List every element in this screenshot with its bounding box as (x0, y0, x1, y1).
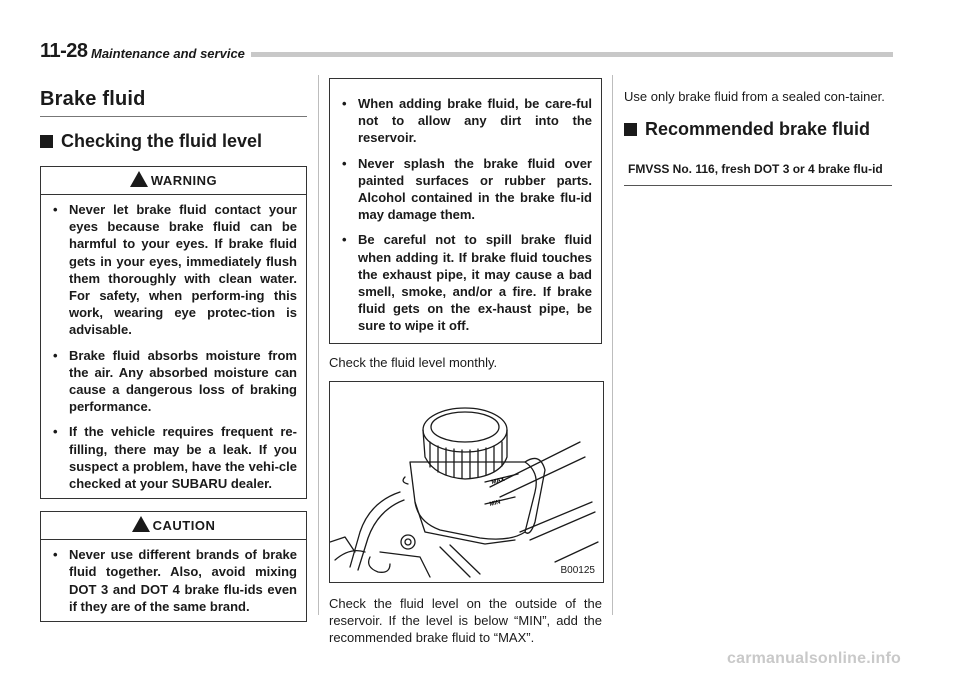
check-outside-text: Check the fluid level on the outside of the reservoir. If the level is below “MIN”, add the recommended brake fluid to “MAX”. (329, 595, 602, 646)
subheading-recommended (624, 119, 892, 140)
square-bullet-icon (40, 135, 53, 148)
warning-list (41, 195, 306, 498)
caution-title: CAUTION (152, 518, 216, 534)
brake-reservoir-illustration (330, 382, 603, 582)
warning-box (40, 166, 307, 499)
list-item: • If the vehicle requires frequent re-filling, there may be a leak. If you suspect a problem, have the vehi-cle checked at your SUBARU dealer. (51, 423, 297, 492)
square-bullet-icon (624, 123, 637, 136)
page-number: 11-28 (40, 40, 92, 63)
caution-triangle-icon (132, 516, 150, 532)
caution-box (40, 511, 307, 622)
column-divider-2 (612, 75, 613, 615)
list-item: • When adding brake fluid, be care-ful not to allow any dirt into the reservoir. (340, 95, 592, 147)
recommended-fluid-spec: FMVSS No. 116, fresh DOT 3 or 4 brake flu-id (624, 162, 892, 186)
list-item: • Never let brake fluid contact your eyes because brake fluid can be harmful to your eyes. If brake fluid gets in your eyes, immediately flush them thoroughly with clean water. For safety, when perform-ing this work, wearing eye protec-tion is advisable. (51, 201, 297, 339)
warning-title: WARNING (150, 173, 218, 188)
figure-label: B00125 (560, 564, 595, 576)
column-3 (624, 88, 892, 186)
min-mark: MIN (489, 499, 502, 508)
warning-header (41, 167, 306, 195)
list-item: • Be careful not to spill brake fluid when adding it. If brake fluid touches the exhaust pipe, it may cause a bad smell, smoke, and/or a fire. If brake fluid gets on the ex-haust pipe, be sure to wipe it off. (340, 231, 592, 334)
caution-box-continued (329, 78, 602, 344)
subheading-text: Checking the fluid level (61, 131, 263, 151)
check-monthly-text: Check the fluid level monthly. (329, 354, 498, 370)
section-name: Maintenance and service (91, 46, 251, 61)
caution-list-continued (330, 79, 601, 343)
watermark-text: carmanualsonline.info (727, 650, 902, 667)
column-2 (329, 78, 602, 646)
list-item: • Never use different brands of brake fluid together. Also, avoid mixing DOT 3 and DOT 4 brake flu-ids even if they are of the same brand. (51, 546, 297, 615)
page-header (0, 38, 960, 68)
column-divider-1 (318, 75, 319, 615)
warning-triangle-icon (130, 171, 148, 187)
header-rule (175, 52, 893, 57)
subheading-text: Recommended brake fluid (645, 119, 871, 140)
caution-list (41, 540, 306, 621)
sealed-container-text: Use only brake fluid from a sealed con-tainer. (624, 89, 885, 104)
caution-header (41, 512, 306, 540)
max-mark: MAX (491, 476, 506, 486)
list-item: • Never splash the brake fluid over painted surfaces or rubber parts. Alcohol contained in the brake flu-id may damage them. (340, 155, 592, 224)
column-1 (40, 88, 307, 622)
subheading-checking (40, 131, 307, 152)
brake-reservoir-figure (329, 381, 604, 583)
section-title: Brake fluid (40, 88, 307, 117)
list-item: • Brake fluid absorbs moisture from the air. Any absorbed moisture can cause a dangerous loss of braking performance. (51, 347, 297, 416)
